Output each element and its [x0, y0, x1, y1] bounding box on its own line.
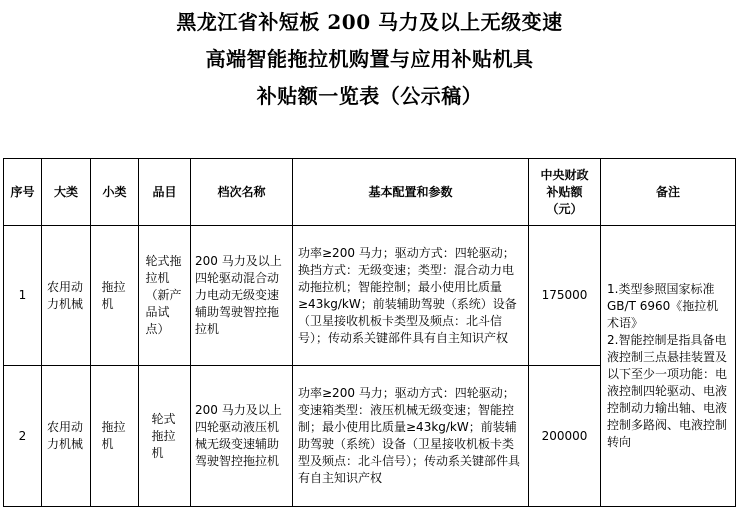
row-subcategory-cell: [91, 226, 139, 366]
row-seq: 1: [4, 226, 42, 366]
row-item: 轮式拖拉机（新产品试点）: [145, 254, 182, 336]
row-seq: 2: [4, 366, 42, 507]
document-title: [0, 4, 739, 115]
header-subsidy: 中央财政 补贴额 （元）: [529, 159, 601, 226]
row-subsidy: 175000: [529, 226, 601, 366]
row-item-cell: [139, 366, 191, 507]
title-line-1: 黑龙江省补短板 200 马力及以上无级变速: [176, 10, 563, 34]
row-grade: 200 马力及以上四轮驱动液压机械无级变速辅助驾驶智控拖拉机: [191, 366, 293, 507]
header-seq: 序号: [4, 159, 42, 226]
header-grade: 档次名称: [191, 159, 293, 226]
row-subcategory: 拖拉机: [101, 279, 126, 311]
row-subcategory: 拖拉机: [101, 420, 126, 451]
header-category: 大类: [42, 159, 91, 226]
row-category: 农用动力机械: [47, 420, 84, 451]
title-line-3: 补贴额一览表（公示稿）: [256, 84, 483, 108]
row-config: 功率≥200 马力；驱动方式：四轮驱动；换挡方式：无级变速；类型：混合动力电动拖拉机；智能控制；最小使用比质量≥43kg/kW；前装辅助驾驶（系统）设备（卫星接收机板卡类型及频点：北斗信号）；传动系关键部件具有自主知识产权: [293, 226, 529, 366]
remark-cell: 1.类型参照国家标准GB/T 6960《拖拉机术语》 2.智能控制是指具备电液控制三点悬挂装置及以下至少一项功能：电液控制四轮驱动、电液控制动力输出轴、电液控制多路阀、电液控制转向: [601, 226, 736, 507]
table-row: [4, 226, 736, 366]
header-item: 品目: [139, 159, 191, 226]
row-category: 农用动力机械: [47, 279, 84, 311]
row-category-cell: [42, 226, 91, 366]
subsidy-table: [3, 158, 736, 507]
row-item-cell: [139, 226, 191, 366]
header-row: [4, 159, 736, 226]
title-line-2: 高端智能拖拉机购置与应用补贴机具: [205, 47, 534, 71]
header-remark: 备注: [601, 159, 736, 226]
row-subsidy: 200000: [529, 366, 601, 507]
row-category-cell: [42, 366, 91, 507]
header-config: 基本配置和参数: [293, 159, 529, 226]
row-grade: 200 马力及以上四轮驱动混合动力电动无级变速辅助驾驶智控拖拉机: [191, 226, 293, 366]
header-subcategory: 小类: [91, 159, 139, 226]
row-subcategory-cell: [91, 366, 139, 507]
row-item: 轮式拖拉机: [151, 411, 176, 460]
row-config: 功率≥200 马力；驱动方式：四轮驱动；变速箱类型：液压机械无级变速；智能控制；最小使用比质量≥43kg/kW；前装辅助驾驶（系统）设备（卫星接收机板卡类型及频点：北斗信号）；传动系关键部件具有自主知识产权: [293, 366, 529, 507]
